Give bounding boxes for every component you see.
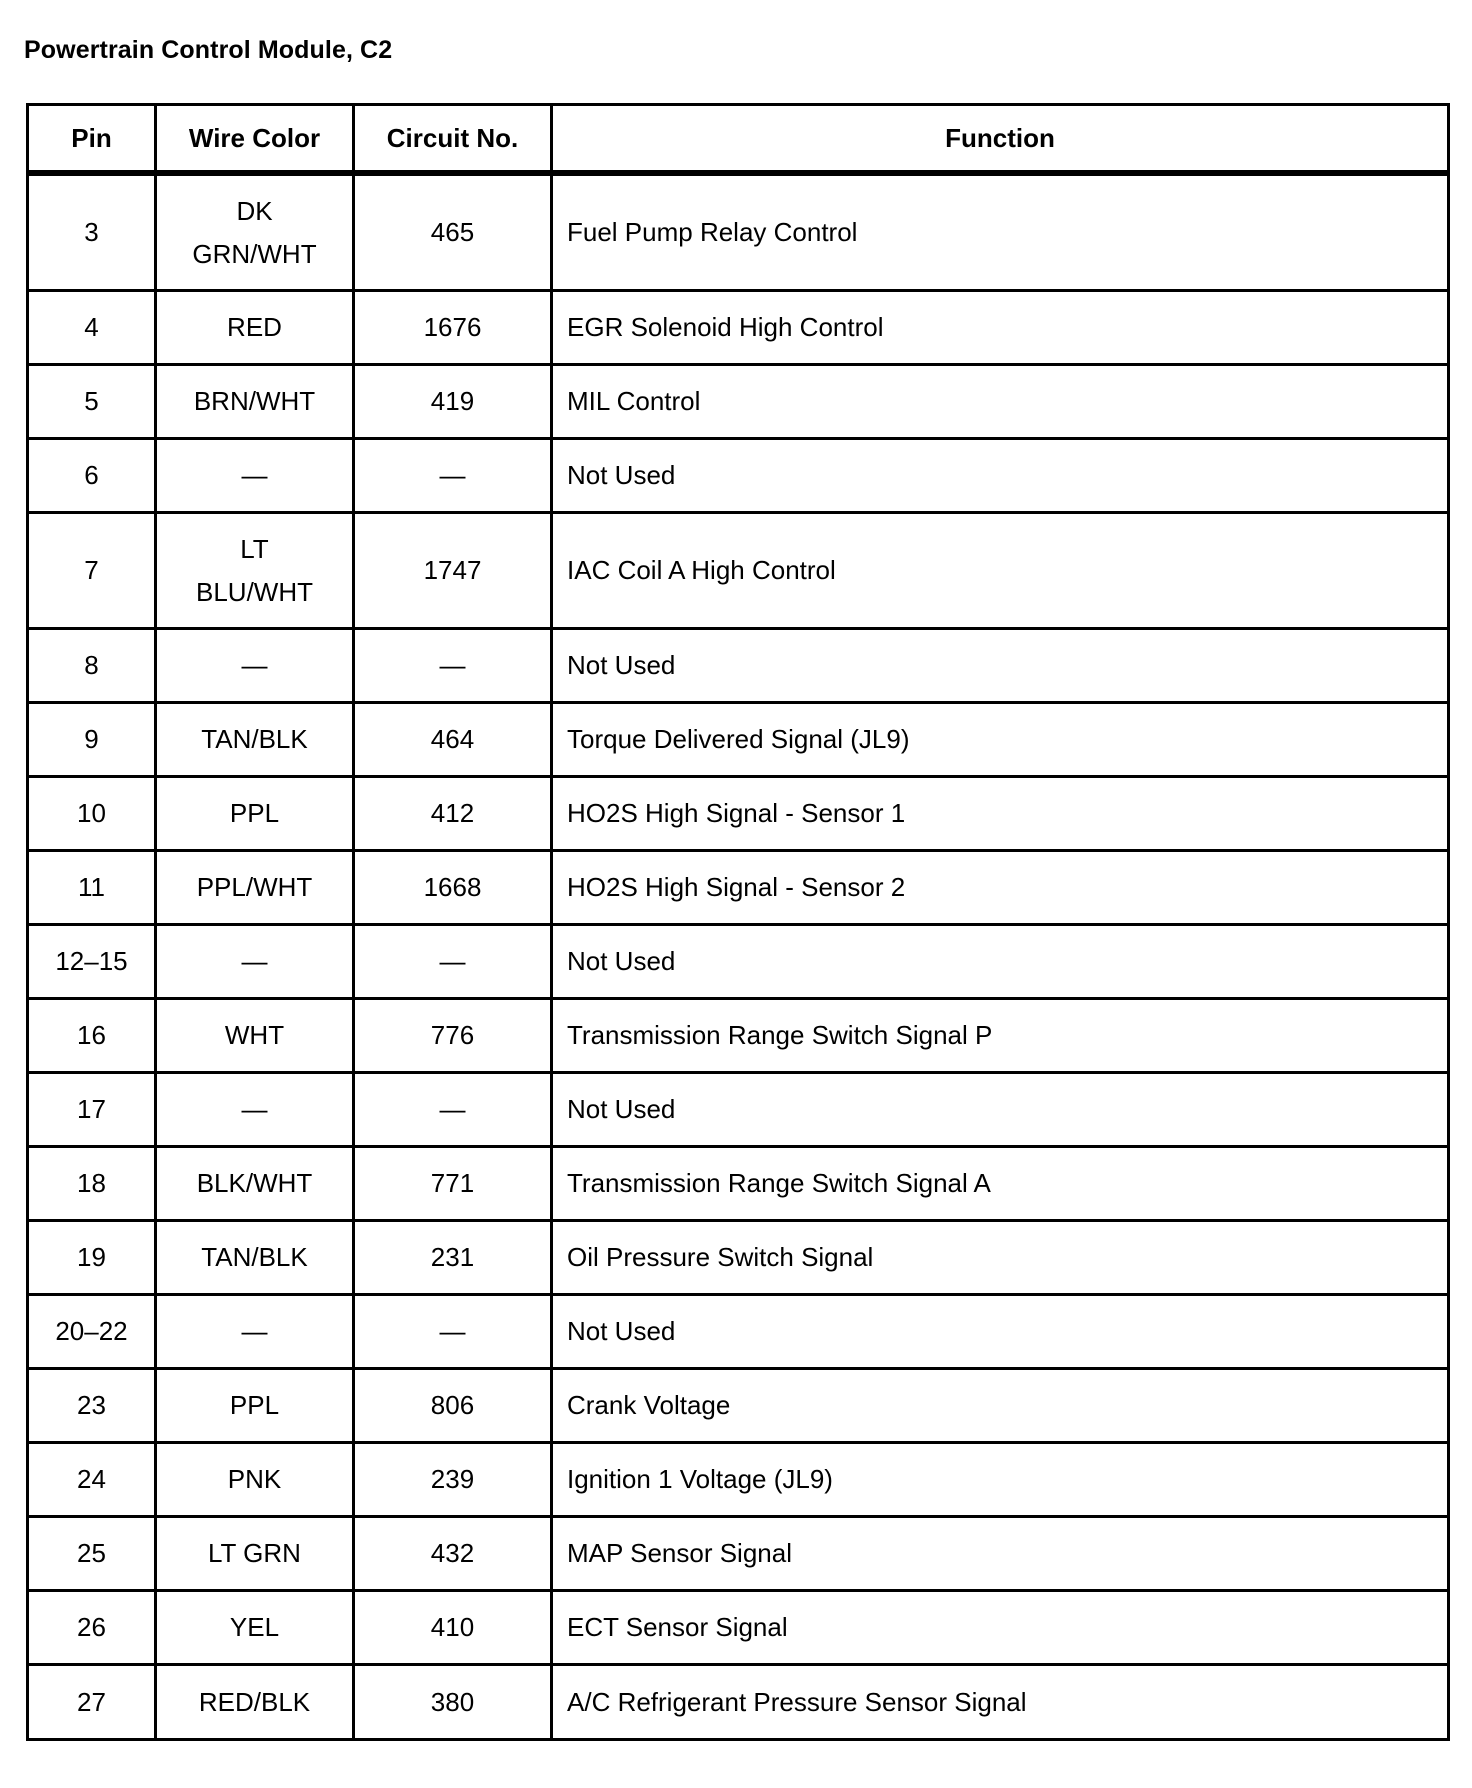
function-cell: A/C Refrigerant Pressure Sensor Signal [552, 1665, 1449, 1740]
circuit-cell: 464 [354, 703, 552, 777]
circuit-cell: 806 [354, 1369, 552, 1443]
table-row [28, 1591, 1449, 1665]
function-cell: Crank Voltage [552, 1369, 1449, 1443]
wire-color-cell: — [156, 1295, 354, 1369]
function-cell: ECT Sensor Signal [552, 1591, 1449, 1665]
table-row [28, 1147, 1449, 1221]
table-row [28, 1295, 1449, 1369]
pin-cell: 8 [28, 629, 156, 703]
circuit-cell: 1747 [354, 513, 552, 629]
function-cell: Not Used [552, 925, 1449, 999]
circuit-cell: — [354, 439, 552, 513]
circuit-cell: 776 [354, 999, 552, 1073]
circuit-cell: — [354, 629, 552, 703]
pin-cell: 12–15 [28, 925, 156, 999]
function-cell: Transmission Range Switch Signal P [552, 999, 1449, 1073]
circuit-cell: — [354, 1073, 552, 1147]
table-row [28, 851, 1449, 925]
pin-cell: 26 [28, 1591, 156, 1665]
wire-color-cell: — [156, 1073, 354, 1147]
table-row [28, 1665, 1449, 1740]
circuit-cell: 239 [354, 1443, 552, 1517]
pin-cell: 4 [28, 291, 156, 365]
pin-cell: 6 [28, 439, 156, 513]
circuit-cell: 465 [354, 173, 552, 291]
circuit-cell: 1676 [354, 291, 552, 365]
wire-color-cell: PPL [156, 1369, 354, 1443]
pin-cell: 3 [28, 173, 156, 291]
table-header-row [28, 105, 1449, 174]
table-row [28, 1443, 1449, 1517]
pin-cell: 11 [28, 851, 156, 925]
wire-color-line: GRN/WHT [192, 238, 317, 269]
circuit-cell: 419 [354, 365, 552, 439]
pin-cell: 19 [28, 1221, 156, 1295]
pin-cell: 24 [28, 1443, 156, 1517]
table-row [28, 1369, 1449, 1443]
table-row [28, 925, 1449, 999]
circuit-cell: 380 [354, 1665, 552, 1740]
pin-cell: 18 [28, 1147, 156, 1221]
header-function: Function [552, 105, 1449, 174]
circuit-cell: 1668 [354, 851, 552, 925]
wire-color-cell: RED [156, 291, 354, 365]
function-cell: Not Used [552, 1295, 1449, 1369]
function-cell: Oil Pressure Switch Signal [552, 1221, 1449, 1295]
pin-cell: 16 [28, 999, 156, 1073]
circuit-cell: 771 [354, 1147, 552, 1221]
connector-pin-table [26, 103, 1450, 1741]
function-cell: Not Used [552, 1073, 1449, 1147]
header-pin: Pin [28, 105, 156, 174]
pin-cell: 9 [28, 703, 156, 777]
table-row [28, 439, 1449, 513]
function-cell: IAC Coil A High Control [552, 513, 1449, 629]
wire-color-cell: PPL/WHT [156, 851, 354, 925]
wire-color-cell: PPL [156, 777, 354, 851]
wire-color-cell: BRN/WHT [156, 365, 354, 439]
function-cell: Transmission Range Switch Signal A [552, 1147, 1449, 1221]
pin-cell: 25 [28, 1517, 156, 1591]
pin-cell: 5 [28, 365, 156, 439]
table-row [28, 703, 1449, 777]
table-row [28, 999, 1449, 1073]
function-cell: Fuel Pump Relay Control [552, 173, 1449, 291]
header-wire-color: Wire Color [156, 105, 354, 174]
table-row [28, 365, 1449, 439]
table-row [28, 629, 1449, 703]
circuit-cell: — [354, 925, 552, 999]
wire-color-cell: YEL [156, 1591, 354, 1665]
wire-color-line: LT [240, 533, 269, 564]
wire-color-cell: PNK [156, 1443, 354, 1517]
table-row [28, 1221, 1449, 1295]
wire-color-cell: LT GRN [156, 1517, 354, 1591]
header-circuit-no: Circuit No. [354, 105, 552, 174]
function-cell: EGR Solenoid High Control [552, 291, 1449, 365]
circuit-cell: 231 [354, 1221, 552, 1295]
wire-color-cell: BLK/WHT [156, 1147, 354, 1221]
function-cell: Not Used [552, 629, 1449, 703]
table-row [28, 777, 1449, 851]
circuit-cell: 410 [354, 1591, 552, 1665]
function-cell: Ignition 1 Voltage (JL9) [552, 1443, 1449, 1517]
wire-color-cell: WHT [156, 999, 354, 1073]
pin-cell: 27 [28, 1665, 156, 1740]
table-row [28, 1517, 1449, 1591]
table-row [28, 291, 1449, 365]
pin-cell: 20–22 [28, 1295, 156, 1369]
function-cell: HO2S High Signal - Sensor 2 [552, 851, 1449, 925]
wire-color-cell: RED/BLK [156, 1665, 354, 1740]
wire-color-line: DK [236, 195, 273, 226]
wire-color-line: BLU/WHT [196, 576, 313, 607]
circuit-cell: 412 [354, 777, 552, 851]
pin-cell: 7 [28, 513, 156, 629]
pin-cell: 17 [28, 1073, 156, 1147]
wire-color-cell [156, 173, 354, 291]
function-cell: Torque Delivered Signal (JL9) [552, 703, 1449, 777]
pin-cell: 23 [28, 1369, 156, 1443]
wire-color-cell: — [156, 629, 354, 703]
table-row [28, 1073, 1449, 1147]
wire-color-cell: — [156, 925, 354, 999]
function-cell: MIL Control [552, 365, 1449, 439]
table-row [28, 173, 1449, 291]
wire-color-cell [156, 513, 354, 629]
function-cell: MAP Sensor Signal [552, 1517, 1449, 1591]
table-row [28, 513, 1449, 629]
pin-cell: 10 [28, 777, 156, 851]
wire-color-cell: TAN/BLK [156, 1221, 354, 1295]
page-title: Powertrain Control Module, C2 [24, 36, 393, 64]
circuit-cell: 432 [354, 1517, 552, 1591]
function-cell: Not Used [552, 439, 1449, 513]
function-cell: HO2S High Signal - Sensor 1 [552, 777, 1449, 851]
circuit-cell: — [354, 1295, 552, 1369]
wire-color-cell: TAN/BLK [156, 703, 354, 777]
wire-color-cell: — [156, 439, 354, 513]
